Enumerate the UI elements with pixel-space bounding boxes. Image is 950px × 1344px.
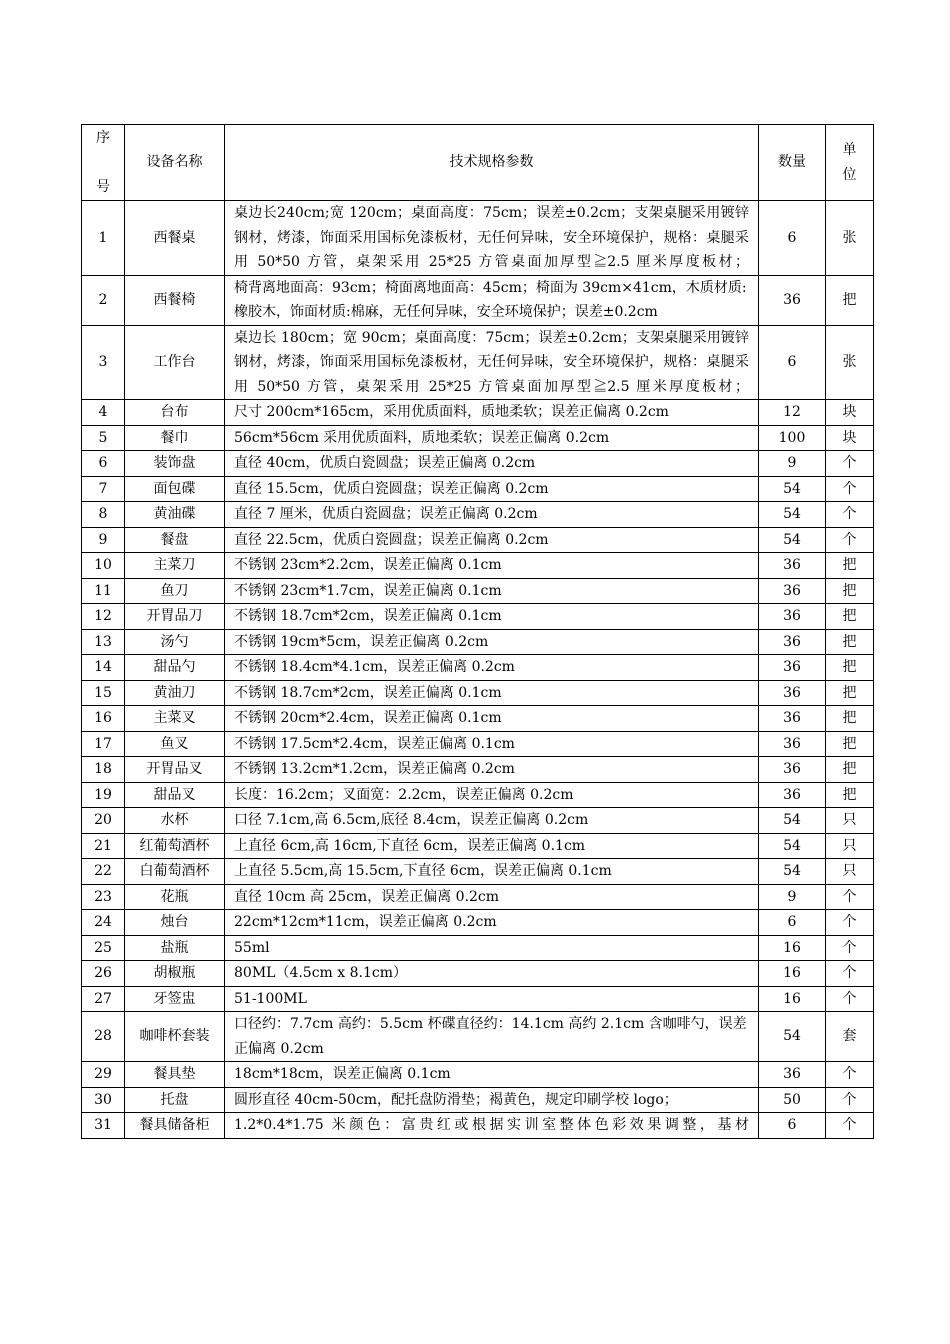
table-row [82,578,874,604]
row-spec: 1.2*0.4*1.75 米颜色：富贵红或根据实训室整体色彩效果调整，基材 [225,1113,759,1139]
row-spec: 桌边长240cm;宽 120cm；桌面高度：75cm；误差±0.2cm；支架桌腿采用镀锌钢材，烤漆，饰面采用国标免漆板材，无任何异味，安全环境保护，规格：桌腿采用 50*50 方管，桌架采用 25*25 方管桌面加厚型≧2.5 厘米厚度板材； [225,201,759,276]
row-quantity: 36 [759,757,826,783]
table-row [82,833,874,859]
row-spec: 不锈钢 19cm*5cm，误差正偏离 0.2cm [225,629,759,655]
row-spec: 口径 7.1cm,高 6.5cm,底径 8.4cm，误差正偏离 0.2cm [225,808,759,834]
row-index: 4 [82,400,125,426]
row-spec: 直径 15.5cm，优质白瓷圆盘；误差正偏离 0.2cm [225,476,759,502]
row-index: 3 [82,325,125,400]
row-spec: 上直径 6cm,高 16cm,下直径 6cm，误差正偏离 0.1cm [225,833,759,859]
row-index: 12 [82,604,125,630]
row-index: 9 [82,527,125,553]
row-equipment-name: 水杯 [125,808,225,834]
table-row [82,961,874,987]
row-unit: 把 [826,782,874,808]
row-quantity: 36 [759,629,826,655]
row-quantity: 6 [759,1113,826,1139]
row-equipment-name: 面包碟 [125,476,225,502]
row-unit: 把 [826,680,874,706]
row-spec: 直径 40cm，优质白瓷圆盘；误差正偏离 0.2cm [225,451,759,477]
row-spec: 椅背离地面高：93cm；椅面离地面高：45cm；椅面为 39cm×41cm，木质材质:橡胶木，饰面材质:棉麻，无任何异味，安全环境保护；误差±0.2cm [225,275,759,325]
row-unit: 块 [826,400,874,426]
row-equipment-name: 咖啡杯套装 [125,1012,225,1062]
row-unit: 个 [826,527,874,553]
table-row [82,201,874,276]
table-row [82,476,874,502]
row-unit: 块 [826,425,874,451]
row-quantity: 36 [759,604,826,630]
row-spec: 不锈钢 17.5cm*2.4cm，误差正偏离 0.1cm [225,731,759,757]
row-index: 25 [82,935,125,961]
row-equipment-name: 鱼刀 [125,578,225,604]
row-index: 15 [82,680,125,706]
row-equipment-name: 烛台 [125,910,225,936]
table-row [82,910,874,936]
row-quantity: 12 [759,400,826,426]
row-index: 30 [82,1087,125,1113]
row-equipment-name: 甜品勺 [125,655,225,681]
row-unit: 把 [826,706,874,732]
row-equipment-name: 黄油刀 [125,680,225,706]
row-quantity: 9 [759,451,826,477]
row-quantity: 36 [759,680,826,706]
header-unit: 单 位 [826,125,874,201]
row-quantity: 6 [759,325,826,400]
row-equipment-name: 装饰盘 [125,451,225,477]
row-index: 2 [82,275,125,325]
table-row [82,1113,874,1139]
row-unit: 把 [826,553,874,579]
row-unit: 张 [826,325,874,400]
table-row [82,731,874,757]
row-index: 16 [82,706,125,732]
row-equipment-name: 西餐桌 [125,201,225,276]
row-quantity: 6 [759,910,826,936]
table-row [82,425,874,451]
row-equipment-name: 餐具储备柜 [125,1113,225,1139]
row-index: 31 [82,1113,125,1139]
table-row [82,884,874,910]
row-equipment-name: 胡椒瓶 [125,961,225,987]
row-quantity: 54 [759,833,826,859]
table-row [82,1062,874,1088]
row-quantity: 36 [759,655,826,681]
row-unit: 个 [826,502,874,528]
row-spec: 56cm*56cm 采用优质面料，质地柔软；误差正偏离 0.2cm [225,425,759,451]
table-row [82,275,874,325]
row-unit: 个 [826,1062,874,1088]
row-index: 28 [82,1012,125,1062]
table-row [82,629,874,655]
table-row [82,782,874,808]
row-equipment-name: 餐巾 [125,425,225,451]
row-unit: 个 [826,935,874,961]
row-equipment-name: 盐瓶 [125,935,225,961]
row-quantity: 6 [759,201,826,276]
table-row [82,808,874,834]
row-index: 13 [82,629,125,655]
row-spec: 口径约：7.7cm 高约：5.5cm 杯碟直径约：14.1cm 高约 2.1cm 含咖啡勺，误差正偏离 0.2cm [225,1012,759,1062]
row-spec: 上直径 5.5cm,高 15.5cm,下直径 6cm，误差正偏离 0.1cm [225,859,759,885]
table-row [82,706,874,732]
row-index: 17 [82,731,125,757]
row-quantity: 36 [759,706,826,732]
table-row [82,680,874,706]
row-quantity: 36 [759,275,826,325]
row-quantity: 36 [759,1062,826,1088]
row-spec: 长度：16.2cm；叉面宽：2.2cm，误差正偏离 0.2cm [225,782,759,808]
row-quantity: 50 [759,1087,826,1113]
row-equipment-name: 红葡萄酒杯 [125,833,225,859]
row-index: 27 [82,986,125,1012]
row-quantity: 36 [759,782,826,808]
row-equipment-name: 鱼叉 [125,731,225,757]
table-row [82,527,874,553]
table-row [82,400,874,426]
table-header-row [82,125,874,201]
table-row [82,325,874,400]
row-spec: 尺寸 200cm*165cm，采用优质面料，质地柔软；误差正偏离 0.2cm [225,400,759,426]
row-equipment-name: 花瓶 [125,884,225,910]
row-quantity: 36 [759,553,826,579]
row-spec: 直径 22.5cm，优质白瓷圆盘；误差正偏离 0.2cm [225,527,759,553]
row-unit: 把 [826,655,874,681]
row-unit: 个 [826,451,874,477]
row-unit: 只 [826,859,874,885]
equipment-table [81,124,874,1139]
row-spec: 不锈钢 20cm*2.4cm，误差正偏离 0.1cm [225,706,759,732]
row-spec: 圆形直径 40cm-50cm，配托盘防滑垫；褐黄色，规定印刷学校 logo； [225,1087,759,1113]
header-qty: 数量 [759,125,826,201]
header-index: 序 号 [82,125,125,201]
table-row [82,451,874,477]
row-spec: 不锈钢 18.7cm*2cm，误差正偏离 0.1cm [225,680,759,706]
row-index: 18 [82,757,125,783]
row-equipment-name: 甜品叉 [125,782,225,808]
row-index: 8 [82,502,125,528]
row-equipment-name: 白葡萄酒杯 [125,859,225,885]
row-equipment-name: 主菜叉 [125,706,225,732]
row-quantity: 54 [759,476,826,502]
row-spec: 51-100ML [225,986,759,1012]
row-quantity: 54 [759,859,826,885]
row-spec: 不锈钢 18.4cm*4.1cm，误差正偏离 0.2cm [225,655,759,681]
row-unit: 只 [826,808,874,834]
row-quantity: 16 [759,986,826,1012]
row-unit: 把 [826,578,874,604]
row-index: 7 [82,476,125,502]
row-unit: 个 [826,476,874,502]
table-row [82,1012,874,1062]
row-quantity: 54 [759,502,826,528]
row-unit: 个 [826,1087,874,1113]
row-unit: 个 [826,884,874,910]
row-equipment-name: 台布 [125,400,225,426]
row-equipment-name: 餐具垫 [125,1062,225,1088]
table-row [82,935,874,961]
table-row [82,986,874,1012]
table-row [82,604,874,630]
row-quantity: 36 [759,731,826,757]
equipment-spec-sheet [81,124,873,1139]
table-row [82,502,874,528]
row-index: 26 [82,961,125,987]
row-quantity: 16 [759,961,826,987]
row-index: 14 [82,655,125,681]
row-spec: 55ml [225,935,759,961]
row-spec: 不锈钢 18.7cm*2cm，误差正偏离 0.1cm [225,604,759,630]
table-row [82,1087,874,1113]
row-index: 21 [82,833,125,859]
row-spec: 直径 7 厘米，优质白瓷圆盘；误差正偏离 0.2cm [225,502,759,528]
row-index: 24 [82,910,125,936]
row-equipment-name: 汤勺 [125,629,225,655]
row-unit: 把 [826,629,874,655]
row-index: 10 [82,553,125,579]
row-index: 6 [82,451,125,477]
row-unit: 把 [826,757,874,783]
row-spec: 18cm*18cm，误差正偏离 0.1cm [225,1062,759,1088]
row-equipment-name: 西餐椅 [125,275,225,325]
row-unit: 个 [826,1113,874,1139]
row-equipment-name: 工作台 [125,325,225,400]
row-spec: 80ML（4.5cm x 8.1cm） [225,961,759,987]
row-unit: 张 [826,201,874,276]
row-unit: 把 [826,275,874,325]
row-unit: 套 [826,1012,874,1062]
row-quantity: 9 [759,884,826,910]
row-spec: 不锈钢 23cm*2.2cm，误差正偏离 0.1cm [225,553,759,579]
header-spec: 技术规格参数 [225,125,759,201]
table-row [82,553,874,579]
row-index: 1 [82,201,125,276]
row-index: 11 [82,578,125,604]
row-equipment-name: 主菜刀 [125,553,225,579]
row-unit: 个 [826,986,874,1012]
header-name: 设备名称 [125,125,225,201]
row-equipment-name: 餐盘 [125,527,225,553]
row-unit: 把 [826,731,874,757]
row-equipment-name: 开胃品叉 [125,757,225,783]
row-spec: 不锈钢 13.2cm*1.2cm，误差正偏离 0.2cm [225,757,759,783]
row-equipment-name: 牙签盅 [125,986,225,1012]
row-spec: 直径 10cm 高 25cm，误差正偏离 0.2cm [225,884,759,910]
row-spec: 不锈钢 23cm*1.7cm，误差正偏离 0.1cm [225,578,759,604]
row-spec: 桌边长 180cm；宽 90cm；桌面高度：75cm；误差±0.2cm；支架桌腿采用镀锌钢材，烤漆，饰面采用国标免漆板材，无任何异味，安全环境保护，规格：桌腿采用 50*50 方管，桌架采用 25*25 方管桌面加厚型≧2.5 厘米厚度板材； [225,325,759,400]
row-quantity: 54 [759,527,826,553]
row-spec: 22cm*12cm*11cm，误差正偏离 0.2cm [225,910,759,936]
row-quantity: 36 [759,578,826,604]
table-row [82,655,874,681]
row-quantity: 100 [759,425,826,451]
row-index: 20 [82,808,125,834]
row-index: 23 [82,884,125,910]
row-unit: 个 [826,961,874,987]
row-equipment-name: 托盘 [125,1087,225,1113]
row-index: 19 [82,782,125,808]
row-unit: 只 [826,833,874,859]
row-quantity: 16 [759,935,826,961]
row-equipment-name: 黄油碟 [125,502,225,528]
row-quantity: 54 [759,808,826,834]
table-row [82,757,874,783]
row-index: 5 [82,425,125,451]
row-index: 29 [82,1062,125,1088]
row-unit: 把 [826,604,874,630]
row-unit: 个 [826,910,874,936]
table-row [82,859,874,885]
row-index: 22 [82,859,125,885]
row-equipment-name: 开胃品刀 [125,604,225,630]
row-quantity: 54 [759,1012,826,1062]
